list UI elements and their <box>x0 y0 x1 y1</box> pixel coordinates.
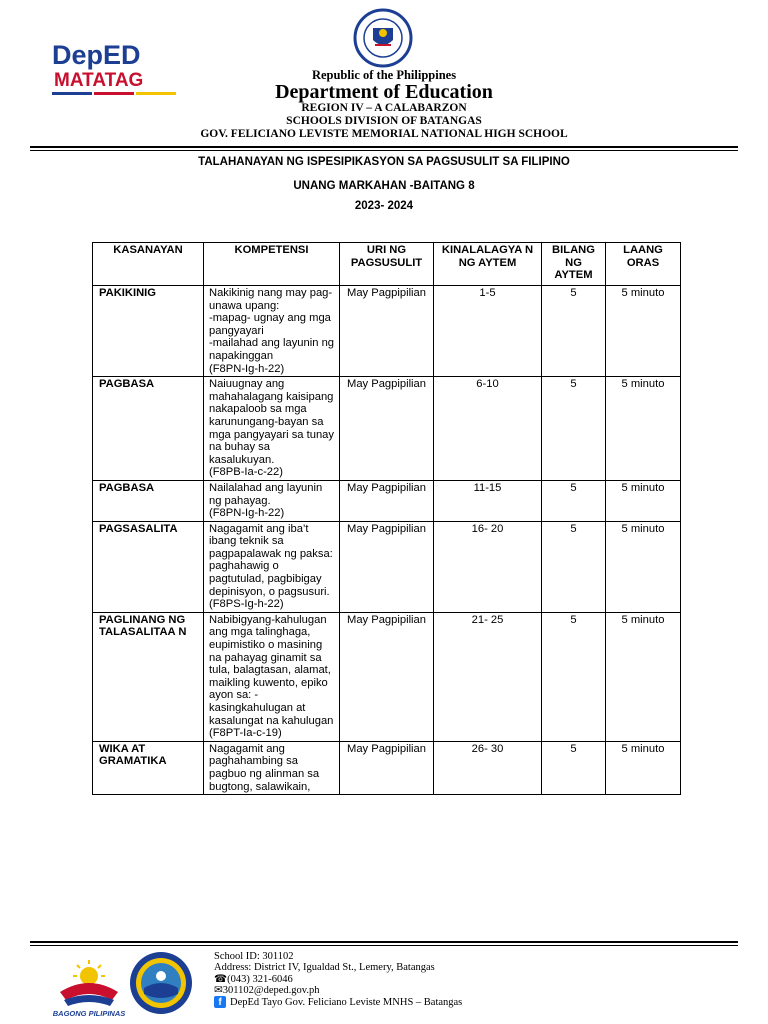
table-row <box>93 377 681 481</box>
republic-line: Republic of the Philippines <box>311 68 457 82</box>
school-address: Address: District IV, Igualdad St., Lemery, Batangas <box>214 962 435 973</box>
kompetensi-cell: Nailalahad ang layunin ng pahayag. (F8PN-Ig-h-22) <box>204 480 340 521</box>
kasanayan-cell: PAGLINANG NG TALASALITAA N <box>93 612 204 741</box>
oras-cell: 5 minuto <box>606 612 681 741</box>
oras-cell: 5 minuto <box>606 480 681 521</box>
kasanayan-cell: WIKA AT GRAMATIKA <box>93 741 204 794</box>
uri-cell: May Pagpipilian <box>340 741 434 794</box>
bilang-cell: 5 <box>542 521 606 612</box>
school-year: 2023- 2024 <box>354 200 414 212</box>
bilang-cell: 5 <box>542 377 606 481</box>
table-row <box>93 612 681 741</box>
kinalalagyan-cell: 16- 20 <box>434 521 542 612</box>
bilang-cell: 5 <box>542 612 606 741</box>
footer-divider <box>30 941 738 943</box>
uri-cell: May Pagpipilian <box>340 377 434 481</box>
kompetensi-cell: Nakikinig nang may pag-unawa upang: -mapag- ugnay ang mga pangyayari -mailahad ang layunin ng napakinggan (F8PN-Ig-h-22) <box>204 286 340 377</box>
specification-table <box>92 242 681 795</box>
kinalalagyan-cell: 6-10 <box>434 377 542 481</box>
oras-cell: 5 minuto <box>606 741 681 794</box>
kompetensi-cell: Nagagamit ang iba’t ibang teknik sa pagpapalawak ng paksa: paghahawig o pagtutulad, pagbibigay depinisyon, o pagsusuri. (F8PS-Ig-h-22) <box>204 521 340 612</box>
school-phone: ☎(043) 321-6046 <box>214 974 293 985</box>
school-name-line: GOV. FELICIANO LEVISTE MEMORIAL NATIONAL HIGH SCHOOL <box>200 128 568 140</box>
kompetensi-cell: Nabibigyang-kahulugan ang mga talinghaga, eupimistiko o masining na pahayag ginamit sa tula, balagtasan, alamat, maikling kuwento, epiko ayon sa: - kasingkahulugan at kasalungat na kahulugan (F8PT-Ia-c-19) <box>204 612 340 741</box>
kasanayan-cell: PAKIKINIG <box>93 286 204 377</box>
facebook-page <box>214 996 462 1008</box>
kasanayan-cell: PAGBASA <box>93 480 204 521</box>
bilang-cell: 5 <box>542 480 606 521</box>
column-header: KOMPETENSI <box>204 243 340 286</box>
facebook-icon: f <box>214 996 226 1008</box>
bilang-cell: 5 <box>542 286 606 377</box>
table-row <box>93 521 681 612</box>
bagong-pilipinas-logo <box>52 952 126 1018</box>
footer-divider-thin <box>30 945 738 946</box>
division-line: SCHOOLS DIVISION OF BATANGAS <box>286 115 482 127</box>
school-id: School ID: 301102 <box>214 951 294 962</box>
uri-cell: May Pagpipilian <box>340 286 434 377</box>
column-header: KINALALAGYA N NG AYTEM <box>434 243 542 286</box>
uri-cell: May Pagpipilian <box>340 612 434 741</box>
region-line: REGION IV – A CALABARZON <box>301 102 467 114</box>
bilang-cell: 5 <box>542 741 606 794</box>
bagong-pilipinas-text: BAGONG PILIPINAS <box>52 1009 126 1018</box>
matatag-logo-text: MATATAG <box>54 70 144 91</box>
kasanayan-cell: PAGBASA <box>93 377 204 481</box>
uri-cell: May Pagpipilian <box>340 480 434 521</box>
uri-cell: May Pagpipilian <box>340 521 434 612</box>
document-title: TALAHANAYAN NG ISPESIPIKASYON SA PAGSUSULIT SA FILIPINO <box>198 156 570 168</box>
column-header: URI NG PAGSUSULIT <box>340 243 434 286</box>
oras-cell: 5 minuto <box>606 521 681 612</box>
column-header: KASANAYAN <box>93 243 204 286</box>
kinalalagyan-cell: 21- 25 <box>434 612 542 741</box>
oras-cell: 5 minuto <box>606 286 681 377</box>
kasanayan-cell: PAGSASALITA <box>93 521 204 612</box>
oras-cell: 5 minuto <box>606 377 681 481</box>
kinalalagyan-cell: 11-15 <box>434 480 542 521</box>
column-header: BILANG NG AYTEM <box>542 243 606 286</box>
facebook-page-name: DepEd Tayo Gov. Feliciano Leviste MNHS – Batangas <box>230 996 463 1008</box>
department-line: Department of Education <box>275 81 493 103</box>
table-header-row <box>93 243 681 286</box>
deped-seal-icon <box>346 8 420 68</box>
school-email: ✉301102@deped.gov.ph <box>214 985 320 996</box>
school-seal-icon <box>128 950 194 1016</box>
header-divider <box>30 146 738 148</box>
column-header: LAANG ORAS <box>606 243 681 286</box>
table-row <box>93 480 681 521</box>
kompetensi-cell: Nagagamit ang paghahambing sa pagbuo ng alinman sa bugtong, salawikain, <box>204 741 340 794</box>
header-divider-thin <box>30 150 738 151</box>
table-row <box>93 741 681 794</box>
kompetensi-cell: Naiuugnay ang mahahalagang kaisipang nakapaloob sa mga karunungang-bayan sa mga pangyayari sa tunay na buhay sa kasalukuyan. (F8PB-Ia-c-22) <box>204 377 340 481</box>
kinalalagyan-cell: 26- 30 <box>434 741 542 794</box>
deped-logo-text: DepED <box>52 40 141 70</box>
kinalalagyan-cell: 1-5 <box>434 286 542 377</box>
table-row <box>93 286 681 377</box>
document-subtitle: UNANG MARKAHAN -BAITANG 8 <box>293 180 475 192</box>
